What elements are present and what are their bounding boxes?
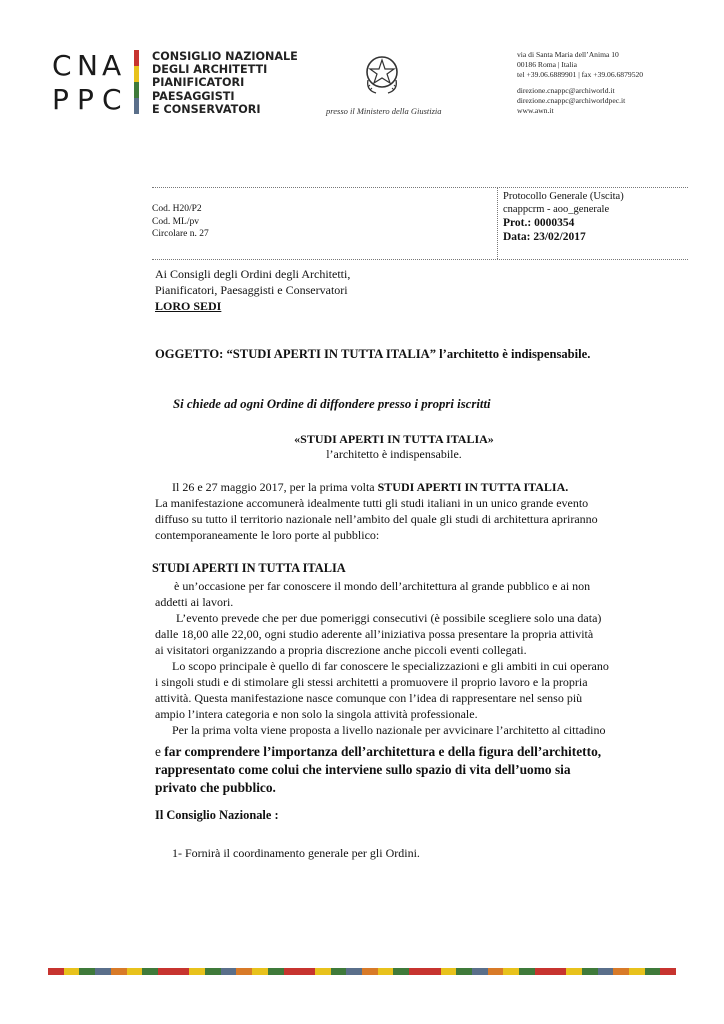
section-line: è un’occasione per far conoscere il mondo dell’architettura al grande pubblico e ai non [174,579,591,593]
intro-line: La manifestazione accomunerà idealmente tutti gli studi italiani in un unico grande evento [155,496,589,510]
footer-bar-segment [551,968,567,975]
footer-bar-segment [535,968,551,975]
code-line: Cod. ML/pv [152,216,199,227]
footer-bar-segment [95,968,111,975]
footer-bar-segment [142,968,158,975]
footer-color-bar [48,968,676,975]
footer-bar-segment [331,968,347,975]
recipient-line: Pianificatori, Paesaggisti e Conservatori [155,283,348,297]
footer-bar-segment [189,968,205,975]
code-line: Cod. H20/P2 [152,204,202,214]
subject-line: OGGETTO: “STUDI APERTI IN TUTTA ITALIA” l’architetto è indispensabile. [155,347,591,361]
org-name-line: E CONSERVATORI [152,102,261,116]
emblem-caption: presso il Ministero della Giustizia [326,106,442,116]
divider [152,259,688,260]
closing-line: rappresentato come colui che interviene sullo spazio di vita dell’uomo sia [155,762,571,777]
footer-bar-segment [299,968,315,975]
logo-letter: P [52,83,69,116]
intro-line [155,479,655,495]
logo-letter: N [77,49,98,82]
logo-color-bar [134,50,139,114]
logo-bar-segment [134,82,139,98]
footer-bar-segment [472,968,488,975]
footer-bar-segment [456,968,472,975]
section-line: i singoli studi e di stimolare gli stessi architetti a promuovere il proprio lavoro e la propria [155,675,588,689]
italian-republic-emblem-icon [362,52,402,96]
cnappc-logo [52,50,127,118]
footer-bar-segment [127,968,143,975]
email-line: direzione.cnappc@archiworld.it [517,86,615,95]
footer-bar-segment [252,968,268,975]
intro-line: diffuso su tutto il territorio nazionale nell’ambito del quale gli studi di architettura apriranno [155,512,598,526]
footer-bar-segment [48,968,64,975]
footer-bar-segment [425,968,441,975]
recipient-line: Ai Consigli degli Ordini degli Architetti, [155,267,351,281]
org-name-line: DEGLI ARCHITETTI [152,63,268,77]
footer-bar-segment [645,968,661,975]
request-line: Si chiede ad ogni Ordine di diffondere presso i propri iscritti [173,397,491,411]
logo-letter: A [102,49,122,82]
email-line: direzione.cnappc@archiworldpec.it [517,96,626,105]
closing-paragraph [155,743,655,797]
footer-bar-segment [221,968,237,975]
footer-bar-segment [79,968,95,975]
org-name-line: CONSIGLIO NAZIONALE [152,50,298,63]
logo-bar-segment [134,50,139,66]
intro-text: Il 26 e 27 maggio 2017, per la prima volta [172,480,378,494]
website-line: www.awn.it [517,106,554,115]
footer-bar-segment [441,968,457,975]
footer-bar-segment [315,968,331,975]
footer-bar-segment [362,968,378,975]
protocol-divider [497,187,498,259]
org-name-line: PAESAGGISTI [152,89,235,103]
footer-bar-segment [393,968,409,975]
divider [152,187,688,188]
closing-prefix: e [155,744,165,759]
org-name-line: PIANIFICATORI [152,76,245,90]
logo-bar-segment [134,98,139,114]
section-line: L’evento prevede che per due pomeriggi consecutivi (è possibile scegliere solo una data) [176,611,602,625]
footer-bar-segment [205,968,221,975]
footer-bar-segment [629,968,645,975]
footer-bar-segment [111,968,127,975]
intro-bold: STUDI APERTI IN TUTTA ITALIA. [377,480,569,494]
intro-line: contemporaneamente le loro porte al pubblico: [155,528,380,542]
footer-bar-segment [409,968,425,975]
footer-bar-segment [488,968,504,975]
section-line: Lo scopo principale è quello di far conoscere le specializzazioni e gli ambiti in cui operano [172,659,609,673]
section-line: Per la prima volta viene proposta a livello nazionale per avvicinare l’architetto al cittadino [172,723,606,737]
intro-paragraph [155,479,655,543]
event-title: «STUDI APERTI IN TUTTA ITALIA» [294,432,494,446]
closing-bold: far comprendere l’importanza dell’architettura e della figura dell’architetto, [164,744,602,759]
loro-sedi: LORO SEDI [155,299,222,313]
section-line: addetti ai lavori. [155,595,234,609]
logo-letter: C [52,49,72,82]
reference-codes [152,203,209,241]
logo-letter: P [77,83,94,116]
footer-bar-segment [519,968,535,975]
footer-bar-segment [660,968,676,975]
event-subtitle: l’architetto è indispensabile. [326,447,462,461]
address-block [517,50,643,116]
footer-bar-segment [582,968,598,975]
closing-line [155,743,655,761]
protocol-block [503,190,624,244]
section-line: ampio l’intera categoria e non solo la singola attività professionale. [155,707,478,721]
closing-line: privato che pubblico. [155,780,276,795]
footer-bar-segment [284,968,300,975]
address-line: tel +39.06.6889901 | fax +39.06.6879520 [517,70,644,79]
footer-bar-segment [598,968,614,975]
section-line: dalle 18,00 alle 22,00, ogni studio aderente all’iniziativa possa presentare la propria attività [155,627,594,641]
logo-bar-segment [134,66,139,82]
address-line: 00186 Roma | Italia [517,60,577,69]
list-item: 1- Fornirà il coordinamento generale per gli Ordini. [172,846,420,860]
recipients [155,266,350,314]
footer-bar-segment [346,968,362,975]
section-line: ai visitatori organizzando a propria discrezione anche piccoli eventi collegati. [155,643,527,657]
organization-name [152,50,298,116]
protocol-date: Data: 23/02/2017 [503,231,586,243]
consiglio-heading: Il Consiglio Nazionale : [155,808,279,822]
footer-bar-segment [566,968,582,975]
protocol-source: cnappcrm - aoo_generale [503,204,610,215]
footer-bar-segment [64,968,80,975]
footer-bar-segment [158,968,174,975]
footer-bar-segment [378,968,394,975]
address-line: via di Santa Maria dell’Anima 10 [517,50,619,59]
logo-letter: C [102,83,122,116]
footer-bar-segment [236,968,252,975]
footer-bar-segment [613,968,629,975]
code-line: Circolare n. 27 [152,229,209,239]
footer-bar-segment [503,968,519,975]
section-line: attività. Questa manifestazione nasce comunque con l’idea di rappresentare nel senso più [155,691,583,705]
section-paragraph [155,578,655,738]
footer-bar-segment [268,968,284,975]
footer-bar-segment [174,968,190,975]
section-heading: STUDI APERTI IN TUTTA ITALIA [152,561,346,575]
protocol-label: Protocollo Generale (Uscita) [503,191,624,202]
protocol-number: Prot.: 0000354 [503,217,575,229]
